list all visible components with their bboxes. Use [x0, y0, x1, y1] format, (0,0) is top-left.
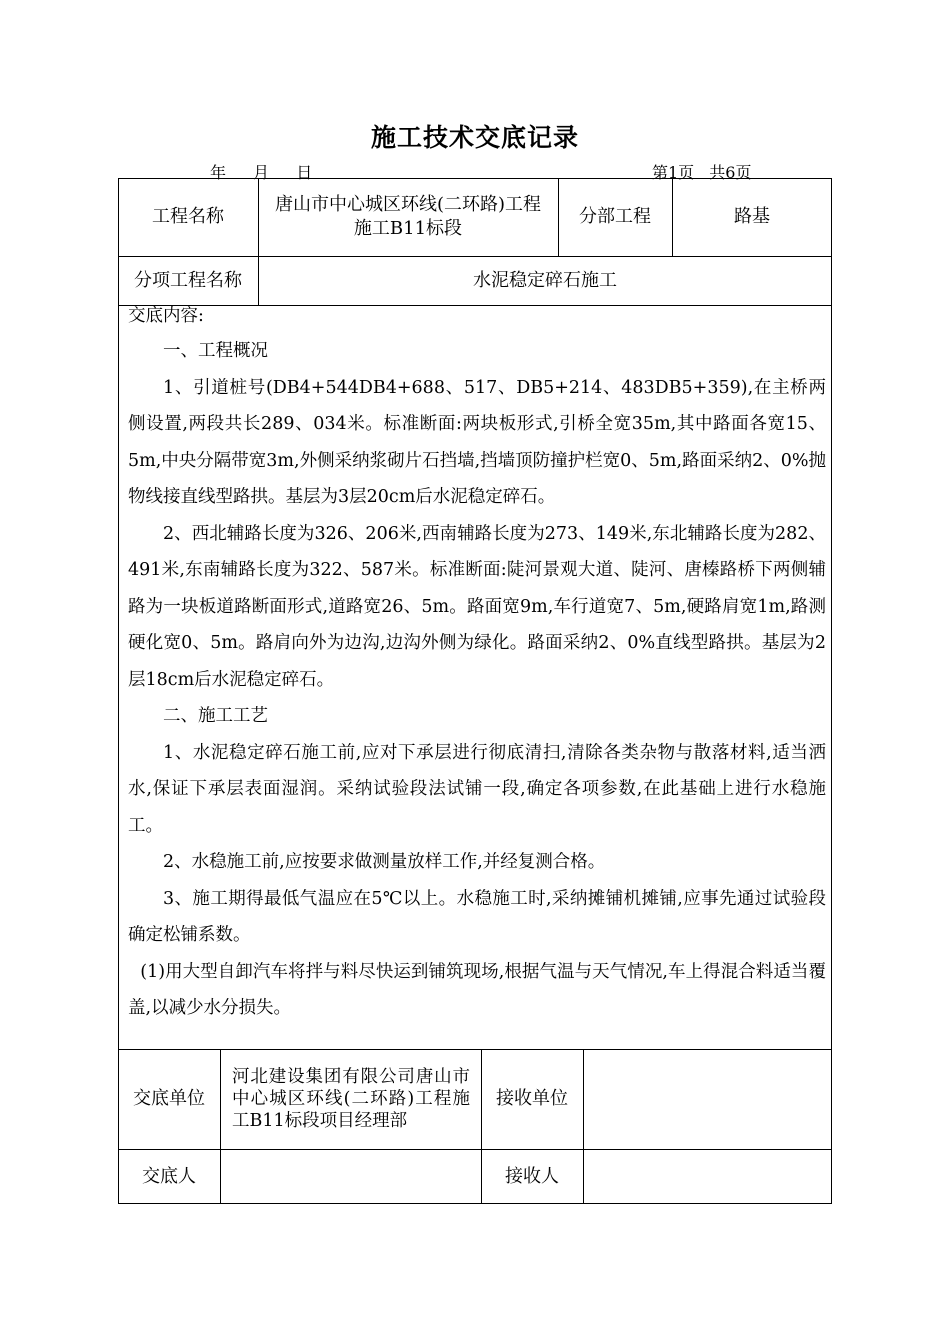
- page-total: 共6页: [709, 163, 752, 182]
- handover-content: [128, 305, 826, 1027]
- handover-person-label: 交底人: [142, 1165, 196, 1187]
- content-paragraph: 3、施工期得最低气温应在5℃以上。水稳施工时,采纳摊铺机摊铺,应事先通过试验段确定松铺系数。: [128, 888, 826, 945]
- receiving-unit-value: [583, 1049, 832, 1149]
- content-label: 交底内容:: [128, 306, 204, 326]
- content-paragraph: 2、水稳施工前,应按要求做测量放样工作,并经复测合格。: [163, 852, 606, 872]
- handover-unit-label: 交底单位: [133, 1088, 205, 1109]
- content-paragraph: 一、工程概况: [163, 341, 268, 361]
- receiver-value: [583, 1149, 832, 1204]
- receiver-label: 接收人: [505, 1165, 559, 1187]
- receiving-unit-label: 接收单位: [496, 1088, 568, 1109]
- project-name-value: 唐山市中心城区环线(二环路)工程施工B11标段: [274, 194, 542, 239]
- subitem-value: 水泥稳定碎石施工: [473, 269, 617, 291]
- date-day: 日: [296, 163, 313, 182]
- content-paragraph: 1、水泥稳定碎石施工前,应对下承层进行彻底清扫,清除各类杂物与散落材料,适当洒水,保证下承层表面湿润。采纳试验段法试铺一段,确定各项参数,在此基础上进行水稳施工。: [128, 742, 826, 836]
- date-year: 年: [210, 163, 227, 182]
- content-paragraph: 1、引道桩号(DB4+544DB4+688、517、DB5+214、483DB5+359),在主桥两侧设置,两段共长289、034米。标准断面:两块板形式,引桥全宽35m,其中路面各宽15、5m,中央分隔带宽3m,外侧采纳浆砌片石挡墙,挡墙顶防撞护栏宽0、5m,路面采纳2、0%抛物线接直线型路拱。基层为3层20cm后水泥稳定碎石。: [128, 377, 826, 507]
- document-title: 施工技术交底记录: [370, 123, 579, 152]
- division-label: 分部工程: [579, 206, 651, 227]
- content-paragraph: 二、施工工艺: [163, 706, 268, 726]
- project-name-label: 工程名称: [152, 206, 224, 227]
- content-paragraph: 2、西北辅路长度为326、206米,西南辅路长度为273、149米,东北辅路长度为282、491米,东南辅路长度为322、587米。标准断面:陡河景观大道、陡河、唐榛路桥下两侧辅路为一块板道路断面形式,道路宽26、5m。路面宽9m,车行道宽7、5m,硬路肩宽1m,路测硬化宽0、5m。路肩向外为边沟,边沟外侧为绿化。路面采纳2、0%直线型路拱。基层为2层18cm后水泥稳定碎石。: [128, 523, 826, 690]
- page-current: 第1页: [652, 163, 695, 182]
- content-paragraph: (1)用大型自卸汽车将拌与料尽快运到铺筑现场,根据气温与天气情况,车上得混合料适当覆盖,以减少水分损失。: [128, 961, 826, 1018]
- date-month: 月: [253, 163, 270, 182]
- subitem-label: 分项工程名称: [134, 269, 242, 291]
- handover-unit-value: 河北建设集团有限公司唐山市中心城区环线(二环路)工程施工B11标段项目经理部: [232, 1067, 470, 1131]
- handover-person-value: [220, 1149, 481, 1204]
- division-value: 路基: [734, 206, 770, 227]
